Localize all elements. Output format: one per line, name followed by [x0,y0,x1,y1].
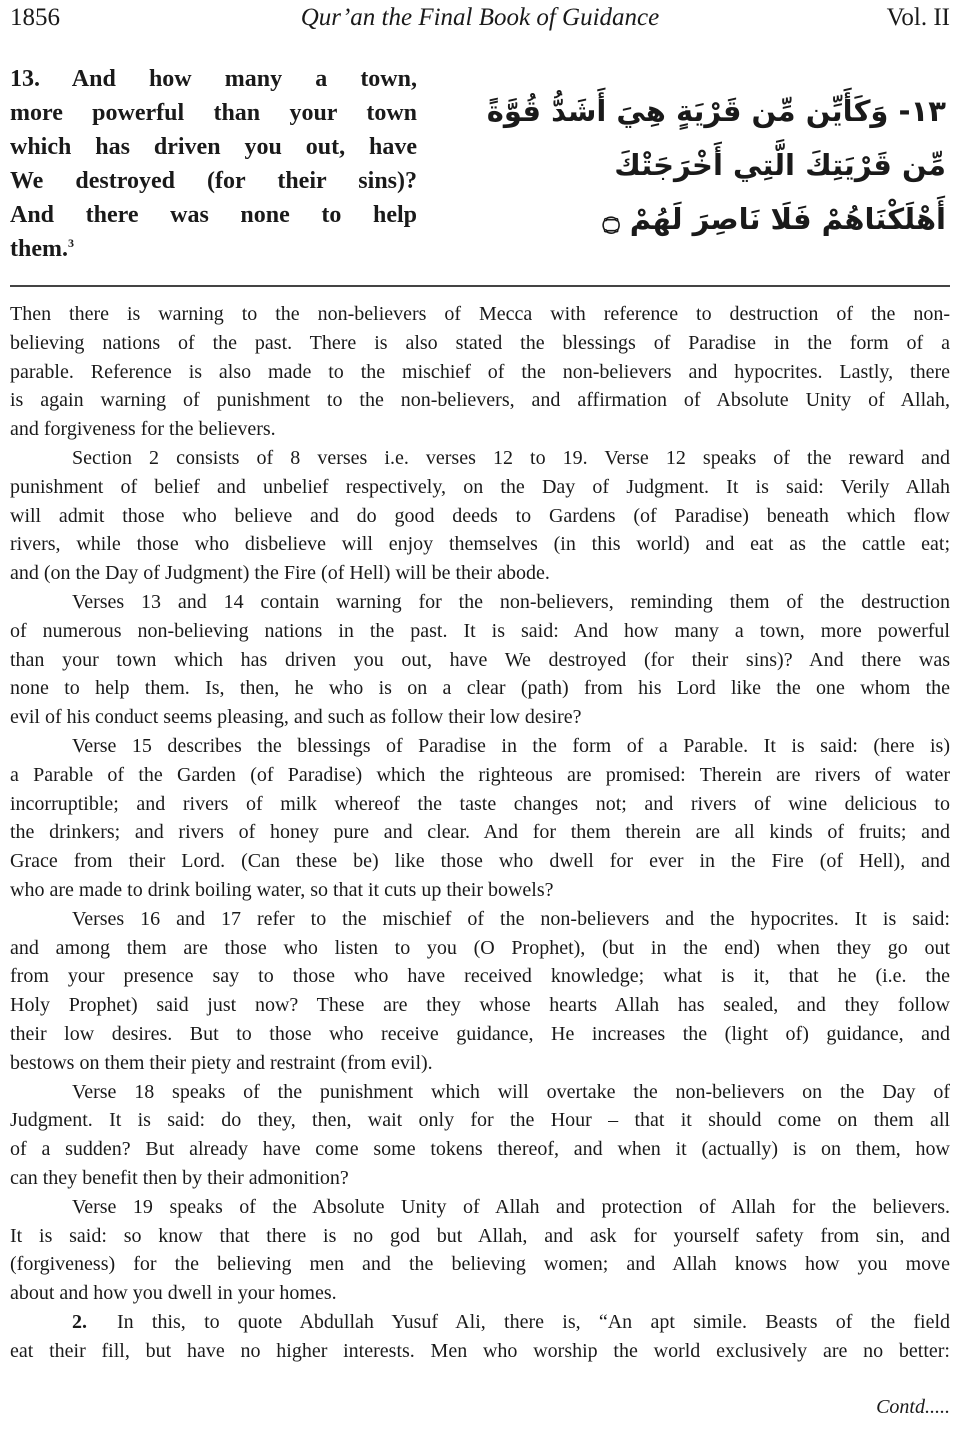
line-text: believing nations of the past. There is also stated the blessings of Paradise in the form of a [10,331,950,354]
text-line [10,386,950,415]
line-text: bestows on them their piety and restraint (from evil). [10,1051,433,1074]
line-text: Then there is warning to the non-believers of Mecca with reference to destruction of the non- [10,303,950,325]
text-line [10,1135,950,1164]
line-text: Grace from their Lord. (Can these be) like those who dwell for ever in the Fire (of Hell), and [10,850,950,873]
line-text: none to help them. Is, then, he who is on a clear (path) from his Lord like the one whom the [10,677,950,700]
footnote-marker: 3 [67,236,74,250]
line-text: Verses 16 and 17 refer to the mischief of the non-believers and the hypocrites. It is said: [72,907,950,930]
paragraph [10,1308,950,1366]
verse-line: We destroyed (for their sins)? [10,168,417,194]
text-line [10,876,950,905]
line-text: Verse 15 describes the blessings of Paradise in the form of a Parable. It is said: (here is) [72,734,950,757]
verse-translation [10,62,417,266]
text-line [10,905,950,934]
running-title: Qur’an the Final Book of Guidance [300,4,660,31]
line-text: Section 2 consists of 8 verses i.e. verses 12 to 19. Verse 12 speaks of the reward and [72,446,950,469]
text-line [10,415,950,444]
line-text: from your presence say to those who have received knowledge; what is it, that he (i.e. the [10,965,950,988]
text-line [10,300,950,329]
text-line [10,559,950,588]
line-text: punishment of belief and unbelief respectively, on the Day of Judgment. It is said: Verily Allah [10,475,950,498]
line-text: a Parable of the Garden (of Paradise) which the righteous are promised: Therein are rivers of water [10,763,950,786]
line-text: is again warning of punishment to the non-believers, and affirmation of Absolute Unity of Allah, [10,389,950,412]
volume-label: Vol. II [886,4,950,31]
arabic-line: أَهْلَكْنَاهُمْ فَلَا نَاصِرَ لَهُمْ ۝ [602,202,946,236]
divider-rule [10,285,950,287]
arabic-line: ١٣- وَكَأَيِّن مِّن قَرْيَةٍ هِيَ أَشَدُّ قُوَّةً [486,94,946,128]
line-text: and among them are those who listen to you (O Prophet), (but in the end) when they go out [10,936,950,959]
line-text: about and how you dwell in your homes. [10,1282,337,1305]
text-line [10,329,950,358]
line-text: In this, to quote Abdullah Yusuf Ali, there is, “An apt simile. Beasts of the field [117,1310,950,1333]
text-line [10,588,950,617]
line-text: It is said: so know that there is no god but Allah, and ask for yourself safety from sin, and [10,1224,950,1247]
text-line [10,1106,950,1135]
arabic-line: مِّن قَرْيَتِكَ الَّتِي أَخْرَجَتْكَ [614,148,946,182]
line-text: of numerous non-believing nations in the past. It is said: And how many a town, more powerful [10,619,950,642]
text-line [10,646,950,675]
line-text: Holy Prophet) said just now? These are they whose hearts Allah has sealed, and they follow [10,994,950,1017]
line-text: than your town which has driven you out, have We destroyed (for their sins)? And there was [10,648,950,671]
verse-line: 13. And how many a town, [10,66,417,92]
paragraph [10,300,950,444]
verse-line: which has driven you out, have [10,134,417,160]
verse-line: them.$^3$ [10,236,74,262]
text-line [10,1222,950,1251]
line-text: incorruptible; and rivers of milk whereof the taste changes not; and rivers of wine delicious to [10,792,950,815]
text-line [10,1308,950,1337]
line-text: and (on the Day of Judgment) the Fire (of Hell) will be their abode. [10,562,550,585]
line-text: the drinkers; and rivers of honey pure and clear. And for them therein are all kinds of fruits; and [10,821,950,844]
line-text: parable. Reference is also made to the mischief of the non-believers and hypocrites. Lastly, there [10,360,950,383]
text-line [10,790,950,819]
text-line [10,1193,950,1222]
line-text: rivers, while those who disbelieve will enjoy themselves (in this world) and eat as the cattle eat; [10,533,950,556]
text-line [10,1164,950,1193]
line-text: of a sudden? But already have come some tokens thereof, and when it (actually) is on them, how [10,1138,950,1161]
text-line [10,358,950,387]
line-text: (forgiveness) for the believing men and the believing women; and Allah knows how you move [10,1253,950,1276]
text-line [10,444,950,473]
text-line [10,732,950,761]
verse-line: more powerful than your town [10,100,417,126]
paragraph [10,588,950,732]
paragraph [10,732,950,905]
line-text: Verse 19 speaks of the Absolute Unity of Allah and protection of Allah for the believers. [72,1195,950,1218]
text-line [10,1020,950,1049]
line-text: Verse 18 speaks of the punishment which will overtake the non-believers on the Day of [72,1080,950,1103]
text-line [10,703,950,732]
line-text: evil of his conduct seems pleasing, and such as follow their low desire? [10,706,582,729]
line-text: eat their fill, but have no higher interests. Men who worship the world exclusively are no better: [10,1339,950,1362]
text-line [10,674,950,703]
text-line [10,847,950,876]
line-text: can they benefit then by their admonition? [10,1166,349,1189]
line-text: Judgment. It is said: do they, then, wait only for the Hour – that it should come on them all [10,1109,950,1132]
paragraph [10,444,950,588]
text-line [10,991,950,1020]
text-line [10,962,950,991]
verse-line: And there was none to help [10,202,417,228]
text-line [10,818,950,847]
text-line [10,473,950,502]
continued-label: Contd..... [876,1396,950,1418]
text-line [10,1078,950,1107]
text-line [10,530,950,559]
line-text: Verses 13 and 14 contain warning for the non-believers, reminding them of the destruction [72,590,950,613]
line-text: who are made to drink boiling water, so that it cuts up their bowels? [10,878,554,901]
text-line [10,617,950,646]
footnote-number: 2. [72,1310,87,1333]
text-line [10,761,950,790]
commentary-body [10,300,950,1365]
line-text: and forgiveness for the believers. [10,418,276,441]
paragraph [10,1078,950,1193]
paragraph [10,905,950,1078]
line-text: their low desires. But to those who receive guidance, He increases the (light of) guidance, and [10,1022,950,1045]
paragraph [10,1193,950,1308]
text-line [10,1250,950,1279]
page-number: 1856 [10,4,60,31]
text-line [10,502,950,531]
text-line [10,1049,950,1078]
text-line [10,934,950,963]
text-line [10,1337,950,1366]
line-text: will admit those who believe and do good deeds to Gardens (of Paradise) beneath which flow [10,504,950,527]
arabic-verse [486,84,946,246]
text-line [10,1279,950,1308]
